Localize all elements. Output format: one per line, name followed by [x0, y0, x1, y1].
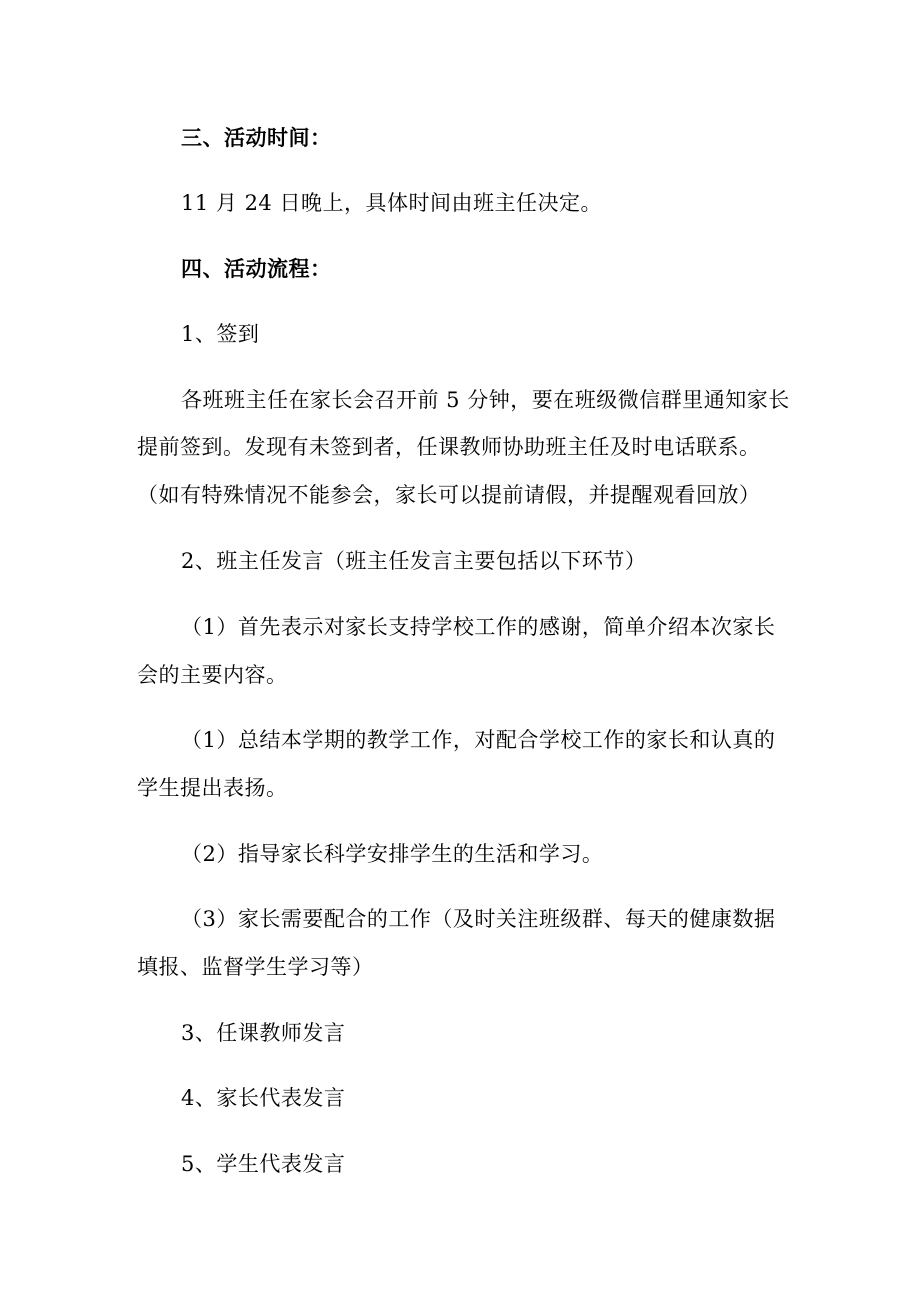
list-item-sign-in: 1、签到: [181, 322, 260, 346]
paragraph-sign-in-line-3: （如有特殊情况不能参会，家长可以提前请假，并提醒观看回放）: [137, 483, 761, 507]
paragraph-activity-time: 11 月 24 日晚上，具体时间由班主任决定。: [181, 191, 602, 215]
section-heading-activity-time: 三、活动时间：: [181, 125, 332, 150]
section-heading-activity-process: 四、活动流程：: [181, 256, 332, 281]
list-item-head-teacher-speech: 2、班主任发言（班主任发言主要包括以下环节）: [181, 549, 647, 573]
sub-item-thanks-line-2: 会的主要内容。: [137, 663, 288, 687]
list-item-teacher-speech: 3、任课教师发言: [181, 1021, 346, 1045]
list-item-parent-speech: 4、家长代表发言: [181, 1086, 346, 1110]
sub-item-cooperation-line-2: 填报、监督学生学习等）: [137, 955, 374, 979]
sub-item-summary-line-1: （1）总结本学期的教学工作，对配合学校工作的家长和认真的: [181, 728, 776, 752]
sub-item-cooperation-line-1: （3）家长需要配合的工作（及时关注班级群、每天的健康数据: [181, 907, 776, 931]
sub-item-thanks-line-1: （1）首先表示对家长支持学校工作的感谢，简单介绍本次家长: [181, 615, 776, 639]
sub-item-guidance: （2）指导家长科学安排学生的生活和学习。: [181, 842, 604, 866]
paragraph-sign-in-line-1: 各班班主任在家长会召开前 5 分钟，要在班级微信群里通知家长: [181, 388, 790, 412]
list-item-student-speech: 5、学生代表发言: [181, 1152, 346, 1176]
sub-item-summary-line-2: 学生提出表扬。: [137, 776, 288, 800]
paragraph-sign-in-line-2: 提前签到。发现有未签到者，任课教师协助班主任及时电话联系。: [137, 435, 761, 459]
